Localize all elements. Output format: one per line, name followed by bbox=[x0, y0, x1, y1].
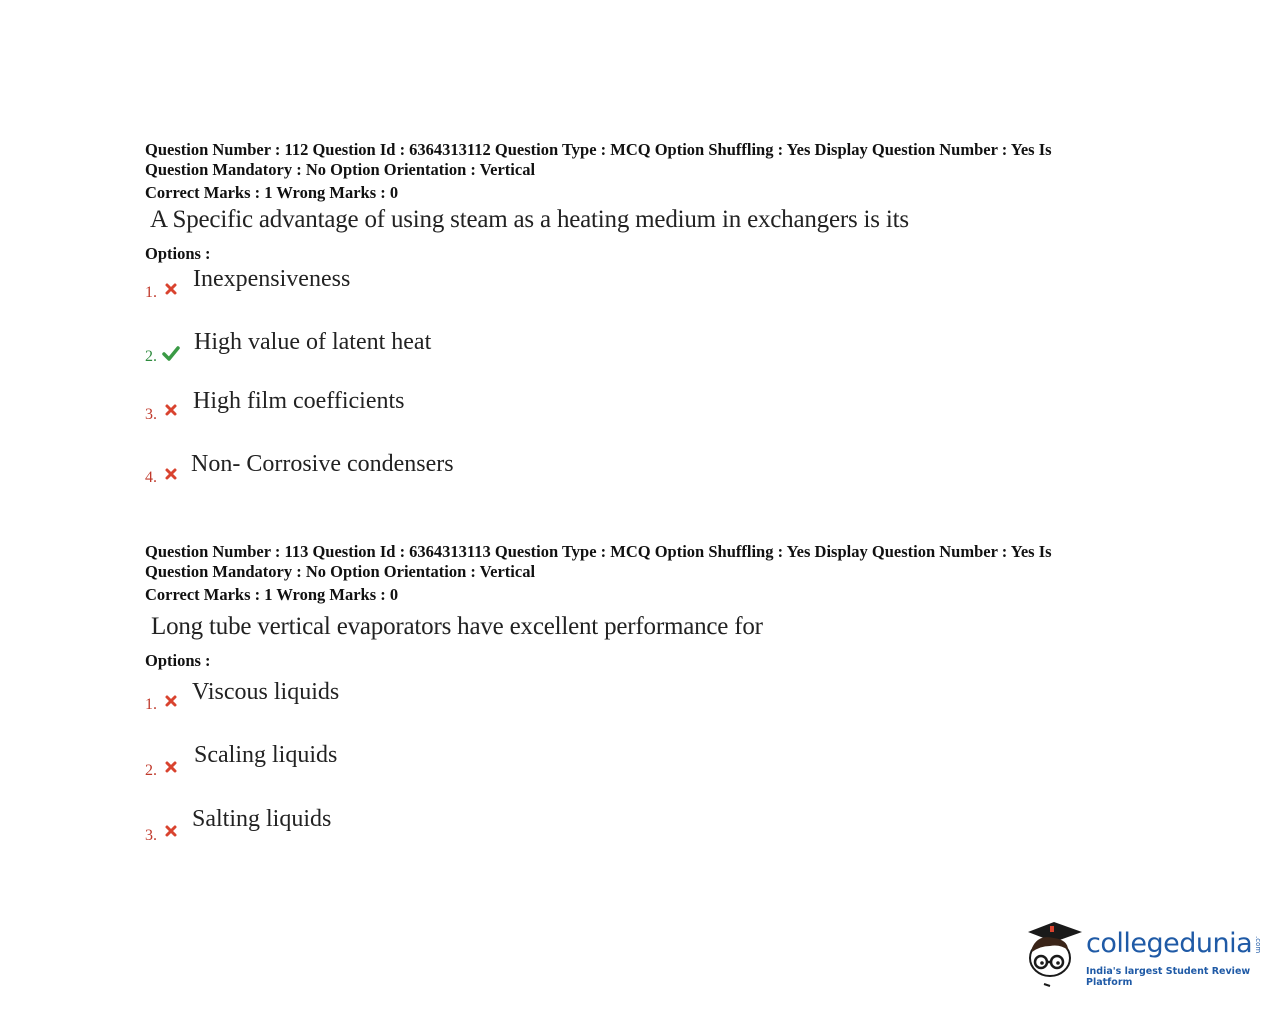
marks-info: Correct Marks : 1 Wrong Marks : 0 bbox=[145, 585, 399, 604]
options-label: Options : bbox=[145, 651, 211, 670]
question-meta-line: Question Mandatory : No Option Orientation : Vertical bbox=[145, 562, 536, 581]
question-meta bbox=[145, 140, 1115, 180]
option-text: High film coefficients bbox=[193, 388, 405, 414]
marks-info: Correct Marks : 1 Wrong Marks : 0 bbox=[145, 183, 399, 202]
cross-icon bbox=[164, 467, 178, 481]
option-number: 2. bbox=[145, 348, 157, 365]
question-meta bbox=[145, 542, 1115, 582]
option-text: High value of latent heat bbox=[194, 329, 432, 355]
options-label: Options : bbox=[145, 244, 211, 263]
check-icon bbox=[162, 345, 180, 361]
cross-icon bbox=[164, 824, 178, 838]
option-number: 1. bbox=[145, 696, 157, 713]
option-text: Non- Corrosive condensers bbox=[191, 451, 454, 477]
logo-domain-suffix: .com bbox=[1254, 936, 1262, 954]
option-text: Inexpensiveness bbox=[193, 266, 351, 292]
cross-icon bbox=[164, 403, 178, 417]
cross-icon bbox=[164, 760, 178, 774]
option-number: 3. bbox=[145, 827, 157, 844]
option-text: Scaling liquids bbox=[194, 742, 338, 768]
option-number: 2. bbox=[145, 762, 157, 779]
question-meta-line: Question Number : 112 Question Id : 6364313112 Question Type : MCQ Option Shuffling : Yes Display Question Number : Yes Is bbox=[145, 140, 1052, 159]
option-text: Viscous liquids bbox=[192, 679, 340, 705]
logo-tagline: India's largest Student Review Platform bbox=[1086, 966, 1251, 988]
option-number: 4. bbox=[145, 469, 157, 486]
option-number: 3. bbox=[145, 406, 157, 423]
cross-icon bbox=[164, 694, 178, 708]
question-meta-line: Question Number : 113 Question Id : 6364313113 Question Type : MCQ Option Shuffling : Yes Display Question Number : Yes Is bbox=[145, 542, 1052, 561]
option-number: 1. bbox=[145, 284, 157, 301]
option-text: Salting liquids bbox=[192, 806, 332, 832]
question-text: A Specific advantage of using steam as a heating medium in exchangers is its bbox=[150, 206, 909, 233]
question-text: Long tube vertical evaporators have excellent performance for bbox=[151, 613, 763, 640]
cross-icon bbox=[164, 282, 178, 296]
question-meta-line: Question Mandatory : No Option Orientation : Vertical bbox=[145, 160, 536, 179]
collegedunia-logo[interactable] bbox=[1024, 918, 1264, 988]
logo-wordmark: collegedunia bbox=[1086, 928, 1253, 959]
mascot-icon bbox=[1024, 918, 1086, 988]
